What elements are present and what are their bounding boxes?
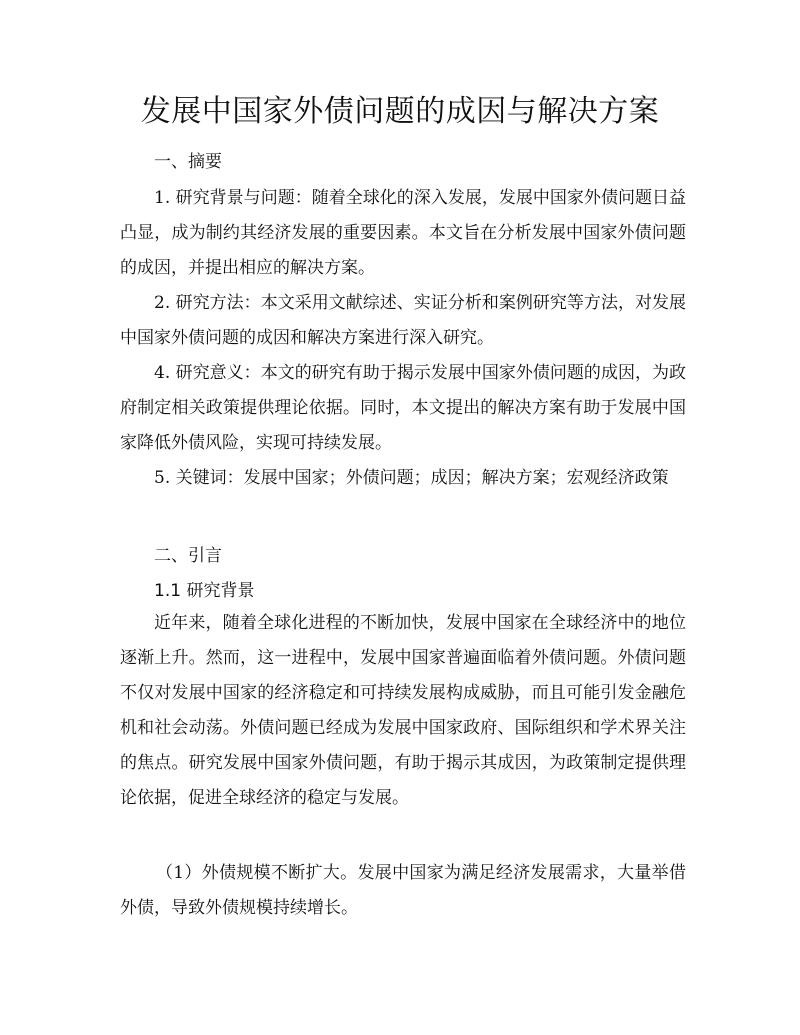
introduction-point-1: （1）外债规模不断扩大。发展中国家为满足经济发展需求，大量举借外债，导致外债规模持续增长。 — [120, 863, 686, 918]
section-heading-abstract: 一、摘要 — [154, 152, 222, 172]
abstract-paragraph-method: 2. 研究方法：本文采用文献综述、实证分析和案例研究等方法，对发展中国家外债问题的成因和解决方案进行深入研究。 — [120, 293, 686, 348]
section-heading-introduction: 二、引言 — [154, 546, 222, 566]
document-title: 发展中国家外债问题的成因与解决方案 — [140, 94, 660, 129]
abstract-paragraph-keywords: 5. 关键词：发展中国家；外债问题；成因；解决方案；宏观经济政策 — [154, 468, 669, 488]
introduction-paragraph: 近年来，随着全球化进程的不断加快，发展中国家在全球经济中的地位逐渐上升。然而，这一进程中，发展中国家普遍面临着外债问题。外债问题不仅对发展中国家的经济稳定和可持续发展构成威胁，而且可能引发金融危机和社会动荡。外债问题已经成为发展中国家政府、国际组织和学术界关注的焦点。研究发展中国家外债问题，有助于揭示其成因，为政策制定提供理论依据，促进全球经济的稳定与发展。 — [120, 613, 686, 808]
abstract-paragraph-significance: 4. 研究意义：本文的研究有助于揭示发展中国家外债问题的成因，为政府制定相关政策提供理论依据。同时，本文提出的解决方案有助于发展中国家降低外债风险，实现可持续发展。 — [120, 363, 686, 453]
abstract-paragraph-background: 1. 研究背景与问题：随着全球化的深入发展，发展中国家外债问题日益凸显，成为制约其经济发展的重要因素。本文旨在分析发展中国家外债问题的成因，并提出相应的解决方案。 — [120, 188, 686, 278]
subsection-heading-background: 1.1 研究背景 — [154, 581, 255, 601]
